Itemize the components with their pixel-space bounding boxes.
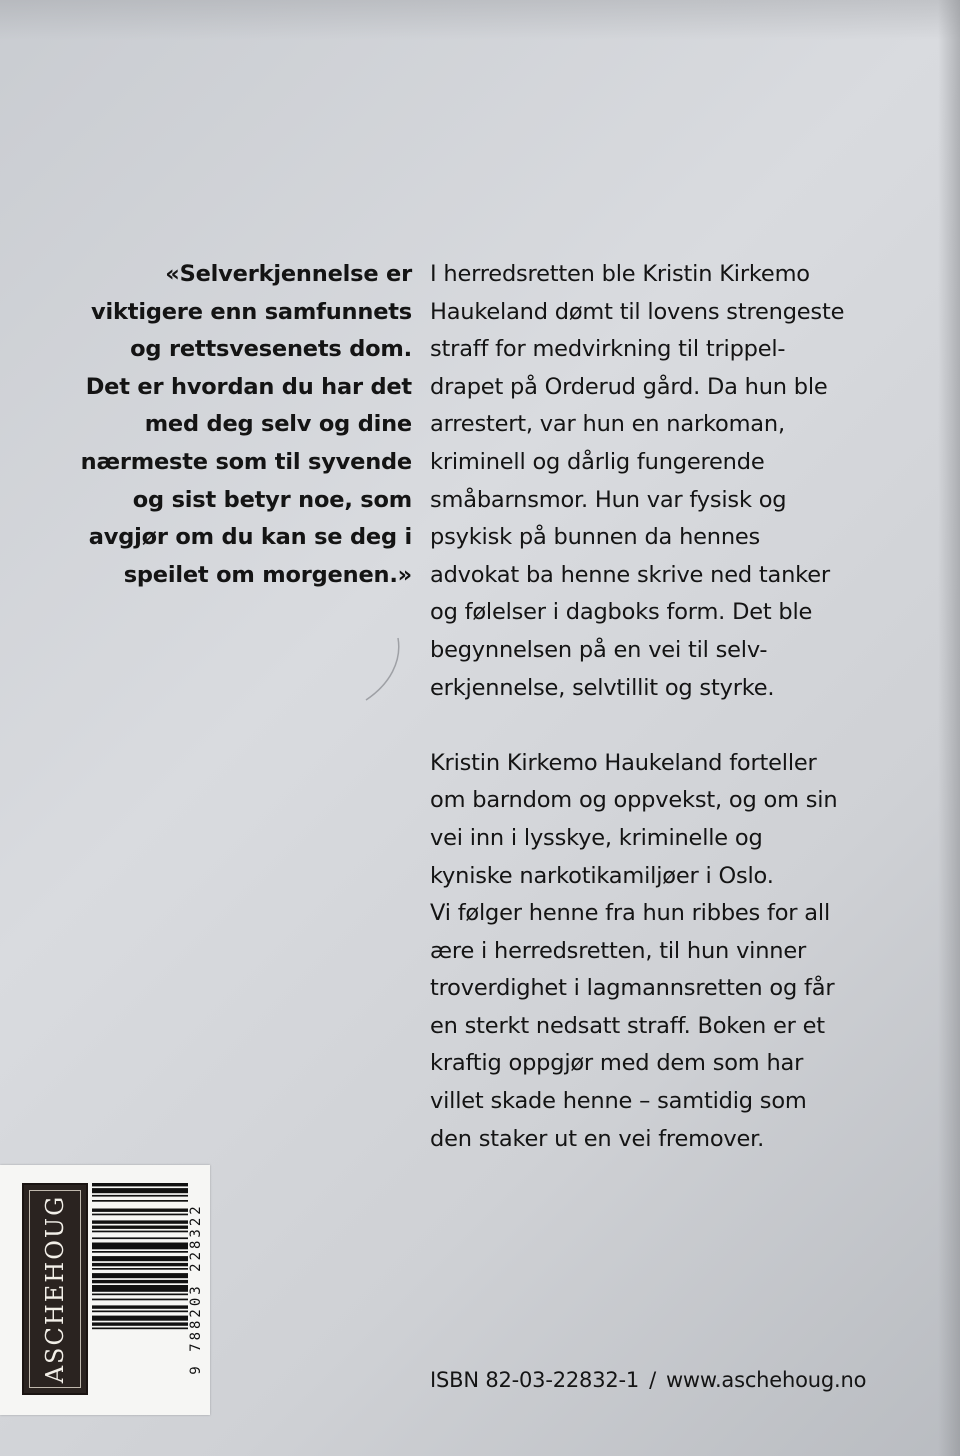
barcode <box>92 1181 188 1401</box>
barcode-bar <box>92 1256 188 1261</box>
publisher-logo <box>22 1183 88 1395</box>
barcode-bar <box>92 1299 188 1301</box>
quote-line: og sist betyr noe, som <box>132 486 412 513</box>
blurb-line: Haukeland dømt til lovens strengeste <box>430 298 845 325</box>
barcode-bar <box>92 1226 188 1229</box>
barcode-bar <box>92 1280 188 1283</box>
barcode-bar <box>92 1328 188 1330</box>
blurb-text <box>430 256 930 1158</box>
blurb-line: kriminell og dårlig fungerende <box>430 448 765 475</box>
blurb-line: I herredsretten ble Kristin Kirkemo <box>430 261 810 287</box>
blurb-line: om barndom og oppvekst, og om sin <box>430 787 838 814</box>
blurb-line: troverdighet i lagmannsretten og får <box>430 975 835 1002</box>
blurb-line: vei inn i lysskye, kriminelle og <box>430 824 763 851</box>
barcode-bar <box>92 1200 188 1202</box>
barcode-bar <box>92 1263 188 1266</box>
barcode-bar <box>92 1237 188 1239</box>
barcode-bar <box>92 1251 188 1253</box>
blurb-line: begynnelsen på en vei til selv- <box>430 636 768 663</box>
blurb-line: erkjennelse, selvtillit og styrke. <box>430 674 775 701</box>
cover-edge-shadow <box>938 0 960 1456</box>
barcode-bar <box>92 1285 188 1292</box>
barcode-bar <box>92 1273 188 1278</box>
blurb-line: Vi følger henne fra hun ribbes for all <box>430 900 830 927</box>
barcode-bar <box>92 1214 188 1216</box>
barcode-bar <box>92 1322 188 1325</box>
barcode-sticker <box>0 1165 210 1415</box>
quote-line: Det er hvordan du har det <box>85 373 412 400</box>
barcode-bar <box>92 1268 188 1270</box>
website: www.aschehoug.no <box>665 1368 867 1392</box>
blurb-line: den staker ut en vei fremover. <box>430 1125 765 1152</box>
blurb-line: ære i herredsretten, til hun vinner <box>430 937 807 964</box>
barcode-bar <box>92 1188 188 1193</box>
barcode-bar <box>92 1183 188 1186</box>
barcode-bar <box>92 1294 188 1296</box>
blurb-line: drapet på Orderud gård. Da hun ble <box>430 373 828 400</box>
surface-scratch <box>360 636 410 706</box>
barcode-digits: 9 788203 228322 <box>188 1203 204 1375</box>
blurb-line: småbarnsmor. Hun var fysisk og <box>430 486 787 513</box>
barcode-bar <box>92 1195 188 1197</box>
blurb-line: straff for medvirkning til trippel- <box>430 336 786 363</box>
blurb-line: en sterkt nedsatt straff. Boken er et <box>430 1012 825 1039</box>
barcode-bar <box>92 1220 188 1223</box>
isbn: ISBN 82-03-22832-1 <box>430 1368 640 1392</box>
blurb-line: arrestert, var hun en narkoman, <box>430 411 785 438</box>
publisher-logo-text: ASCHEHOUG <box>41 1194 69 1384</box>
quote-line: og rettsvesenets dom. <box>130 336 412 363</box>
blurb-line: villet skade henne – samtidig som <box>430 1088 807 1115</box>
quote-line: speilet om morgenen.» <box>123 561 412 588</box>
barcode-bar <box>92 1311 188 1313</box>
footer-separator: / <box>649 1368 656 1392</box>
barcode-bar <box>92 1305 188 1308</box>
pull-quote <box>40 256 412 594</box>
barcode-bar <box>92 1316 188 1321</box>
blurb-paragraph-2 <box>430 745 930 1159</box>
top-shadow <box>0 0 960 40</box>
quote-line: med deg selv og dine <box>144 411 412 438</box>
blurb-line: advokat ba henne skrive ned tanker <box>430 561 830 588</box>
barcode-bar <box>92 1209 188 1212</box>
blurb-line: og følelser i dagboks form. Det ble <box>430 599 813 626</box>
blurb-line: Kristin Kirkemo Haukeland forteller <box>430 749 817 776</box>
quote-line: nærmeste som til syvende <box>80 448 412 475</box>
footer <box>430 1368 866 1392</box>
quote-line: avgjør om du kan se deg i <box>88 524 412 551</box>
blurb-line: kyniske narkotikamiljøer i Oslo. <box>430 862 774 889</box>
quote-line: «Selverkjennelse er <box>165 261 412 287</box>
blurb-paragraph-1 <box>430 256 930 707</box>
blurb-line: kraftig oppgjør med dem som har <box>430 1050 804 1077</box>
quote-line: viktigere enn samfunnets <box>91 298 412 325</box>
barcode-bar <box>92 1243 188 1250</box>
blurb-line: psykisk på bunnen da hennes <box>430 524 761 551</box>
barcode-bar <box>92 1231 188 1233</box>
